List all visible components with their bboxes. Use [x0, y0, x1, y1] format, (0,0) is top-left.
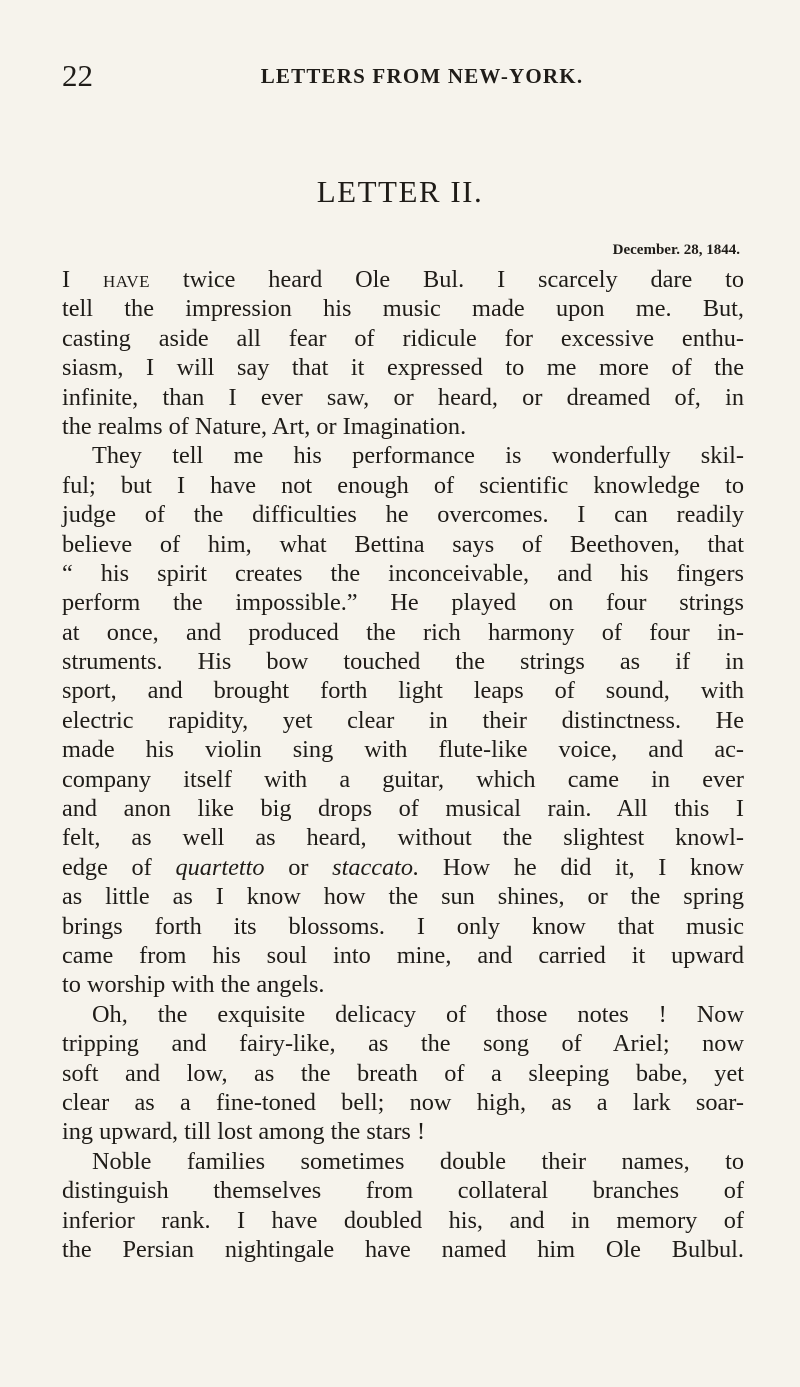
text-line: sport, and brought forth light leaps of sound, with	[62, 677, 744, 705]
italic-term: staccato.	[332, 853, 420, 881]
text-line: perform the impossible.” He played on four strings	[62, 589, 744, 617]
text-line: siasm, I will say that it expressed to me more of the	[62, 354, 744, 382]
text-line: struments. His bow touched the strings as if in	[62, 648, 744, 676]
text-line: ing upward, till lost among the stars !	[62, 1118, 426, 1146]
text-line: brings forth its blossoms. I only know that music	[62, 912, 744, 940]
text-line: soft and low, as the breath of a sleeping babe, yet	[62, 1059, 744, 1087]
text-line: came from his soul into mine, and carried it upward	[62, 941, 744, 969]
text-line: casting aside all fear of ridicule for excessive enthu-	[62, 324, 744, 352]
running-title: LETTERS FROM NEW-YORK.	[260, 64, 584, 88]
text-line: tell the impression his music made upon me. But,	[62, 295, 744, 323]
text-span: edge of	[62, 853, 176, 881]
text-line: at once, and produced the rich harmony of four in-	[62, 618, 744, 646]
text-line: Oh, the exquisite delicacy of those notes ! Now	[92, 1000, 744, 1028]
text-line: ful; but I have not enough of scientific knowledge to	[62, 471, 744, 499]
text-line: They tell me his performance is wonderfully skil-	[92, 442, 744, 470]
text-line: felt, as well as heard, without the slightest knowl-	[62, 824, 744, 852]
small-caps-word: have	[102, 266, 150, 293]
text-line: inferior rank. I have doubled his, and in memory of	[62, 1206, 744, 1234]
text-line: the Persian nightingale have named him Ole Bulbul.	[62, 1235, 744, 1263]
text-line	[62, 265, 744, 294]
text-line: the realms of Nature, Art, or Imagination.	[62, 412, 467, 440]
text-line: believe of him, what Bettina says of Beethoven, that	[62, 530, 744, 558]
text-line: clear as a fine-toned bell; now high, as a lark soar-	[62, 1088, 744, 1116]
text-line: infinite, than I ever saw, or heard, or dreamed of, in	[62, 383, 744, 411]
text-line: judge of the difficulties he overcomes. I can readily	[62, 501, 744, 529]
running-head	[62, 56, 742, 96]
text-line: distinguish themselves from collateral branches of	[62, 1177, 744, 1205]
text-span: How he did it, I know	[419, 853, 745, 881]
letter-body	[62, 265, 744, 1264]
text-line: made his violin sing with flute-like voice, and ac-	[62, 736, 744, 764]
text-line: “ his spirit creates the inconceivable, and his fingers	[62, 559, 744, 587]
text-line: company itself with a guitar, which came in ever	[62, 765, 744, 793]
text-line: as little as I know how the sun shines, or the spring	[62, 883, 744, 911]
text-line	[62, 853, 744, 882]
text-span: twice heard Ole Bul. I scarcely dare to	[149, 266, 744, 293]
drop-word: I	[62, 266, 103, 293]
letter-heading: LETTER II.	[316, 174, 484, 209]
letter-date: December. 28, 1844.	[612, 242, 740, 258]
italic-term: quartetto	[175, 853, 265, 881]
text-span: or	[264, 853, 333, 881]
text-line: to worship with the angels.	[62, 971, 325, 999]
text-line: Noble families sometimes double their names, to	[92, 1147, 744, 1175]
text-line: tripping and fairy-like, as the song of Ariel; now	[62, 1030, 744, 1058]
text-line: electric rapidity, yet clear in their distinctness. He	[62, 706, 744, 734]
page-number: 22	[62, 58, 93, 93]
text-line: and anon like big drops of musical rain. All this I	[62, 795, 744, 823]
